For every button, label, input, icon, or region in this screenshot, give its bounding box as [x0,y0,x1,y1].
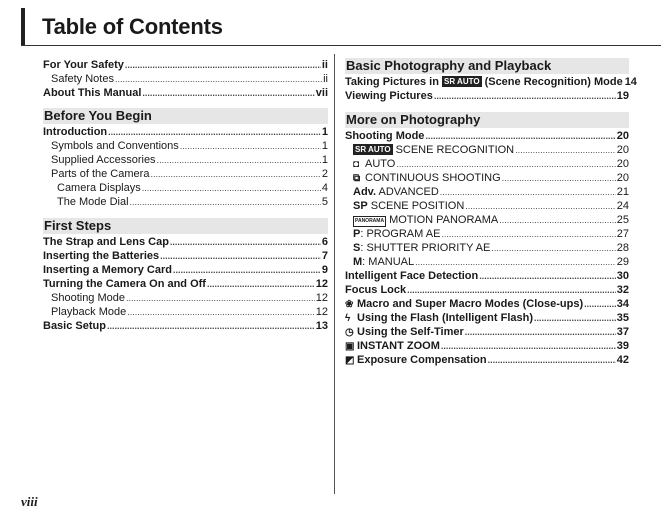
toc-entry[interactable]: ◷ Using the Self-Timer ..... 37 [345,325,629,339]
toc-entry[interactable]: About This Manual ..... vii [43,86,328,100]
toc-entry[interactable]: Basic Setup ..... 13 [43,319,328,333]
section-heading: More on Photography [345,112,629,128]
toc-entry[interactable]: For Your Safety ..... ii [43,58,328,72]
page-number: viii [21,494,38,509]
section-heading: Before You Begin [43,108,328,124]
instant-zoom-icon: ▣ [345,341,355,352]
toc-entry[interactable]: Focus Lock ..... 32 [345,283,629,297]
toc-entry[interactable]: SR AUTO SCENE RECOGNITION ..... 20 [345,143,629,157]
self-timer-icon: ◷ [345,327,354,338]
sr-auto-icon: SR AUTO [355,145,391,154]
flash-icon: ϟ [345,313,351,324]
toc-entry[interactable]: Shooting Mode ..... 20 [345,129,629,143]
sr-auto-icon: SR AUTO [444,77,480,86]
column-divider [334,54,335,494]
section-heading: First Steps [43,218,328,234]
toc-entry[interactable]: Intelligent Face Detection ..... 30 [345,269,629,283]
panorama-icon: PANORAMA [353,216,386,227]
toc-entry[interactable]: Shooting Mode ..... 12 [43,291,328,305]
toc-entry[interactable]: Inserting a Memory Card ..... 9 [43,263,328,277]
toc-entry[interactable]: ▣ INSTANT ZOOM ..... 39 [345,339,629,353]
toc-entry[interactable]: Playback Mode ..... 12 [43,305,328,319]
toc-entry[interactable]: P: PROGRAM AE ..... 27 [345,227,629,241]
toc-entry[interactable]: S: SHUTTER PRIORITY AE ..... 28 [345,241,629,255]
macro-flower-icon: ❀ [345,299,354,310]
section-heading: Basic Photography and Playback [345,58,629,74]
toc-entry[interactable]: M: MANUAL ..... 29 [345,255,629,269]
continuous-shooting-icon: ⧉ [353,173,361,184]
toc-entry[interactable]: PANORAMA MOTION PANORAMA ..... 25 [345,213,629,227]
toc-entry[interactable]: Adv. ADVANCED ..... 21 [345,185,629,199]
camera-icon: ◘ [353,159,360,170]
toc-entry[interactable]: ◘ AUTO ..... 20 [345,157,629,171]
toc-entry[interactable]: The Strap and Lens Cap ..... 6 [43,235,328,249]
toc-entry[interactable]: Parts of the Camera ..... 2 [43,167,328,181]
toc-entry[interactable]: Camera Displays ..... 4 [43,181,328,195]
toc-entry[interactable]: Taking Pictures in SR AUTO (Scene Recognition) Mode 14 [345,76,637,88]
toc-entry[interactable]: ◩ Exposure Compensation ..... 42 [345,353,629,367]
toc-entry[interactable]: ϟ Using the Flash (Intelligent Flash) ..... 35 [345,311,629,325]
toc-entry[interactable]: Symbols and Conventions ..... 1 [43,139,328,153]
page-title: Table of Contents [42,14,223,39]
toc-entry[interactable]: The Mode Dial ..... 5 [43,195,328,209]
toc-entry[interactable]: ⧉ CONTINUOUS SHOOTING ..... 20 [345,171,629,185]
toc-entry[interactable]: Inserting the Batteries ..... 7 [43,249,328,263]
toc-entry[interactable]: Turning the Camera On and Off ..... 12 [43,277,328,291]
toc-entry[interactable]: Safety Notes ..... ii [43,72,328,86]
toc-entry[interactable]: Supplied Accessories ..... 1 [43,153,328,167]
title-accent-bar [21,8,25,46]
toc-entry[interactable]: Viewing Pictures ..... 19 [345,89,629,103]
toc-entry[interactable]: SP SCENE POSITION ..... 24 [345,199,629,213]
title-rule [21,45,661,46]
toc-entry[interactable]: Introduction ..... 1 [43,125,328,139]
toc-entry[interactable]: ❀ Macro and Super Macro Modes (Close-ups) ..... 34 [345,297,629,311]
exposure-compensation-icon: ◩ [345,355,355,366]
